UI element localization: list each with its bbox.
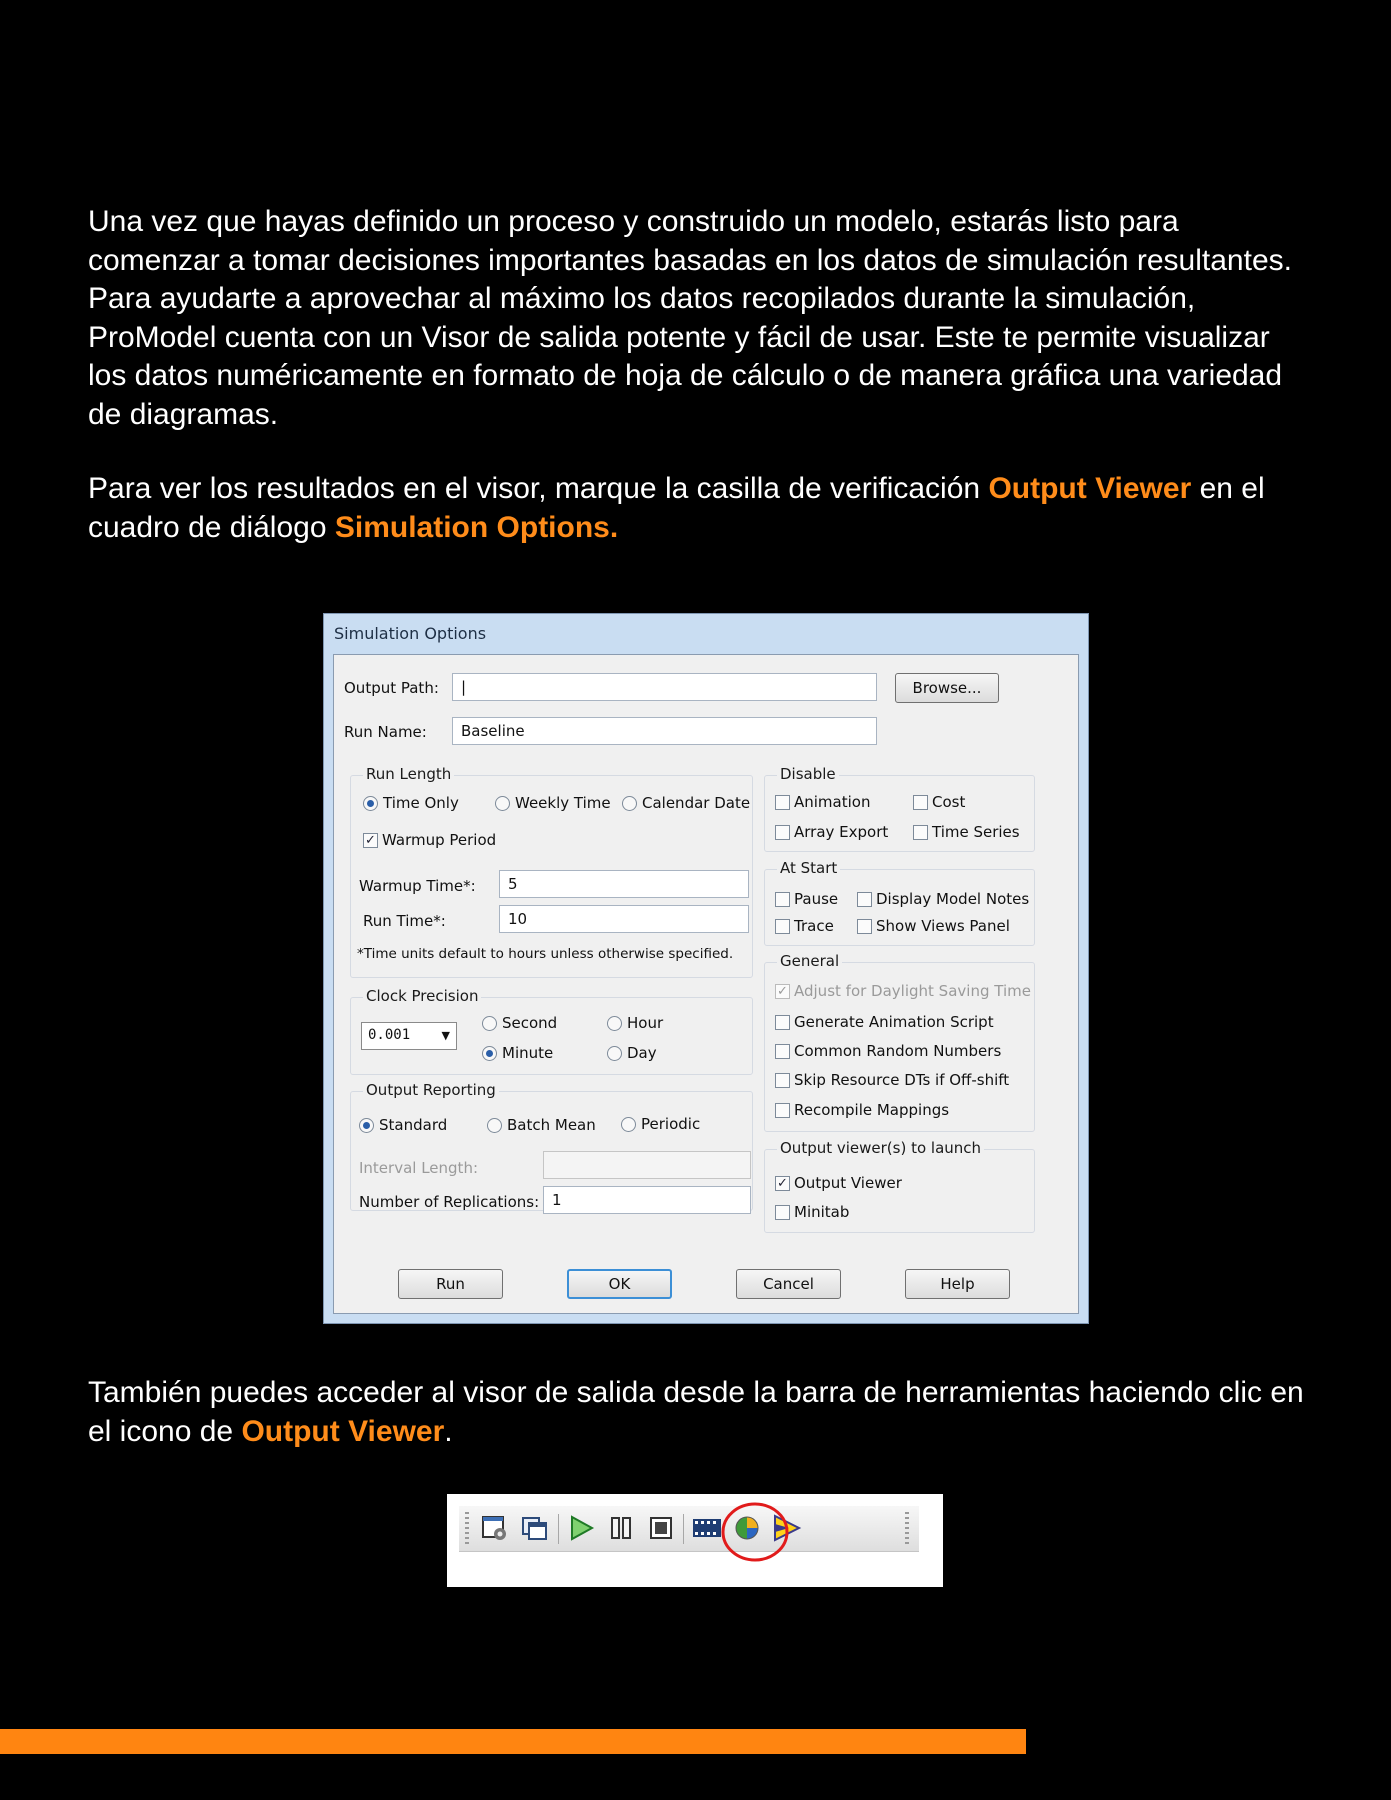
day-radio[interactable] [607, 1044, 657, 1062]
run-time-input[interactable]: 10 [499, 905, 749, 933]
radio-selected-icon [359, 1118, 374, 1133]
dialog-title: Simulation Options [334, 624, 487, 643]
animation-label: Animation [794, 793, 871, 811]
play-icon[interactable] [565, 1512, 597, 1544]
checkbox-icon [857, 892, 872, 907]
skip-resource-label: Skip Resource DTs if Off-shift [794, 1071, 1010, 1089]
minute-label: Minute [502, 1044, 554, 1062]
checkbox-icon [775, 795, 790, 810]
output-viewer-label: Output Viewer [794, 1174, 902, 1192]
radio-selected-icon [363, 796, 378, 811]
toolbar-separator [683, 1514, 684, 1544]
calendar-date-label: Calendar Date [642, 794, 751, 812]
checkmark-icon: ✓ [775, 1176, 790, 1191]
run-length-group [350, 765, 753, 978]
time-only-label: Time Only [383, 794, 459, 812]
time-units-note: *Time units default to hours unless otherwise specified. [357, 946, 734, 962]
calendar-date-radio[interactable] [622, 794, 750, 812]
highlight-circle-icon [720, 1500, 790, 1564]
checkbox-icon [775, 1044, 790, 1059]
radio-icon [487, 1118, 502, 1133]
ok-button[interactable]: OK [567, 1269, 672, 1299]
options-icon[interactable] [479, 1512, 511, 1544]
show-views-panel-checkbox[interactable] [857, 917, 1010, 935]
daylight-saving-label: Adjust for Daylight Saving Time [794, 982, 1031, 1000]
radio-icon [622, 796, 637, 811]
hour-label: Hour [627, 1014, 664, 1032]
animation-script-checkbox[interactable] [775, 1013, 994, 1031]
minute-radio[interactable] [482, 1044, 553, 1062]
day-label: Day [627, 1044, 657, 1062]
warmup-time-input[interactable]: 5 [499, 870, 749, 898]
radio-icon [621, 1117, 636, 1132]
batch-mean-radio[interactable] [487, 1116, 596, 1134]
intro-paragraph: Una vez que hayas definido un proceso y construido un modelo, estarás listo para comenzar a tomar decisiones importantes basadas en los datos de simulación resultantes. Para ayudarte a aprovechar al máximo los datos recopilados durante la simulación, ProModel cuenta con un Visor de salida potente y fácil de usar. Este te permite visualizar los datos numéricamente en formato de hoja de cálculo o de manera gráfica una variedad de diagramas. [88, 205, 1292, 431]
checkbox-icon [857, 919, 872, 934]
daylight-saving-checkbox [775, 982, 1031, 1000]
toolbar-highlight-output-viewer: Output Viewer [241, 1414, 445, 1448]
hour-radio[interactable] [607, 1014, 663, 1032]
recompile-mappings-checkbox[interactable] [775, 1101, 949, 1119]
disable-title: Disable [777, 765, 839, 783]
weekly-time-radio[interactable] [495, 794, 611, 812]
radio-icon [482, 1016, 497, 1031]
warmup-period-label: Warmup Period [382, 831, 497, 849]
toolbar-text-after: . [444, 1414, 453, 1448]
cancel-button[interactable]: Cancel [736, 1269, 841, 1299]
run-button[interactable]: Run [398, 1269, 503, 1299]
standard-label: Standard [379, 1116, 448, 1134]
replications-label: Number of Replications: [359, 1193, 540, 1211]
at-start-group [764, 859, 1035, 946]
output-viewer-checkbox[interactable] [775, 1174, 902, 1192]
clock-precision-value: 0.001 [368, 1027, 411, 1043]
checkbox-icon [775, 892, 790, 907]
checkbox-icon [775, 1015, 790, 1030]
help-button[interactable]: Help [905, 1269, 1010, 1299]
checkbox-icon [775, 1103, 790, 1118]
instruction-highlight-simulation-options: Simulation Options. [334, 510, 619, 544]
toolbar-text-before: También puedes acceder al visor de salida desde la barra de herramientas haciendo clic en el icono de [88, 1376, 1304, 1448]
standard-radio[interactable] [359, 1116, 447, 1134]
clock-precision-select[interactable] [361, 1022, 457, 1050]
trace-checkbox[interactable] [775, 917, 834, 935]
toolbar-screenshot [447, 1494, 943, 1587]
minitab-label: Minitab [794, 1203, 850, 1221]
dialog-body [333, 654, 1079, 1314]
second-radio[interactable] [482, 1014, 557, 1032]
disable-group [764, 765, 1035, 852]
time-only-radio[interactable] [363, 794, 459, 812]
checkbox-icon [775, 1073, 790, 1088]
interval-length-label: Interval Length: [359, 1159, 479, 1177]
skip-resource-checkbox[interactable] [775, 1071, 1009, 1089]
display-model-notes-checkbox[interactable] [857, 890, 1029, 908]
film-icon[interactable] [691, 1512, 723, 1544]
array-export-label: Array Export [794, 823, 889, 841]
radio-icon [495, 796, 510, 811]
warmup-period-checkbox[interactable] [363, 831, 496, 849]
checkbox-icon [913, 795, 928, 810]
second-label: Second [502, 1014, 558, 1032]
animation-checkbox[interactable] [775, 793, 870, 811]
checkmark-icon: ✓ [775, 984, 790, 999]
warmup-time-label: Warmup Time*: [359, 877, 476, 895]
pause-checkbox[interactable] [775, 890, 838, 908]
replications-input[interactable]: 1 [543, 1186, 751, 1214]
run-length-title: Run Length [363, 765, 454, 783]
periodic-label: Periodic [641, 1115, 701, 1133]
stop-icon[interactable] [645, 1512, 677, 1544]
time-series-checkbox[interactable] [913, 823, 1020, 841]
toolbar [459, 1506, 919, 1552]
random-numbers-label: Common Random Numbers [794, 1042, 1002, 1060]
run-name-label: Run Name: [344, 723, 427, 741]
simulation-options-dialog [323, 613, 1089, 1324]
output-reporting-title: Output Reporting [363, 1081, 499, 1099]
toolbar-grip[interactable] [905, 1512, 909, 1546]
radio-icon [607, 1046, 622, 1061]
cost-label: Cost [932, 793, 966, 811]
output-viewers-group [764, 1139, 1035, 1233]
pause-icon[interactable] [605, 1512, 637, 1544]
radio-icon [607, 1016, 622, 1031]
clock-precision-title: Clock Precision [363, 987, 481, 1005]
checkbox-icon [775, 825, 790, 840]
checkbox-icon [775, 919, 790, 934]
display-model-notes-label: Display Model Notes [876, 890, 1030, 908]
instruction-text-before: Para ver los resultados en el visor, marque la casilla de verificación [88, 472, 989, 505]
recompile-mappings-label: Recompile Mappings [794, 1101, 950, 1119]
instruction-text-mid: en el cuadro de diálogo [88, 472, 1265, 544]
periodic-radio[interactable] [621, 1115, 700, 1133]
output-reporting-group [350, 1081, 753, 1211]
random-numbers-checkbox[interactable] [775, 1042, 1001, 1060]
show-views-panel-label: Show Views Panel [876, 917, 1010, 935]
chevron-down-icon: ▼ [441, 1029, 450, 1042]
cost-checkbox[interactable] [913, 793, 965, 811]
checkbox-icon [913, 825, 928, 840]
clock-precision-group [350, 987, 753, 1075]
trace-label: Trace [794, 917, 834, 935]
checkbox-icon [775, 1205, 790, 1220]
toolbar-separator [558, 1514, 559, 1544]
browse-button[interactable]: Browse... [895, 673, 999, 703]
output-path-label: Output Path: [344, 679, 439, 697]
batch-mean-label: Batch Mean [507, 1116, 596, 1134]
checkmark-icon: ✓ [363, 833, 378, 848]
array-export-checkbox[interactable] [775, 823, 888, 841]
instruction-highlight-output-viewer: Output Viewer [988, 472, 1192, 505]
general-group [764, 952, 1035, 1132]
output-viewers-title: Output viewer(s) to launch [777, 1139, 984, 1157]
toolbar-paragraph [88, 1374, 1308, 1451]
at-start-title: At Start [777, 859, 840, 877]
run-time-label: Run Time*: [363, 912, 446, 930]
pause-label: Pause [794, 890, 839, 908]
toolbar-grip[interactable] [465, 1512, 469, 1546]
general-title: General [777, 952, 842, 970]
footer-accent-bar [0, 1729, 1026, 1754]
interval-length-input [543, 1151, 751, 1179]
run-name-input[interactable]: Baseline [452, 717, 877, 745]
weekly-time-label: Weekly Time [515, 794, 611, 812]
radio-selected-icon [482, 1046, 497, 1061]
instruction-paragraph [88, 470, 1308, 547]
minitab-checkbox[interactable] [775, 1203, 849, 1221]
time-series-label: Time Series [932, 823, 1020, 841]
windows-icon[interactable] [519, 1512, 551, 1544]
output-path-input[interactable]: | [452, 673, 877, 701]
animation-script-label: Generate Animation Script [794, 1013, 994, 1031]
